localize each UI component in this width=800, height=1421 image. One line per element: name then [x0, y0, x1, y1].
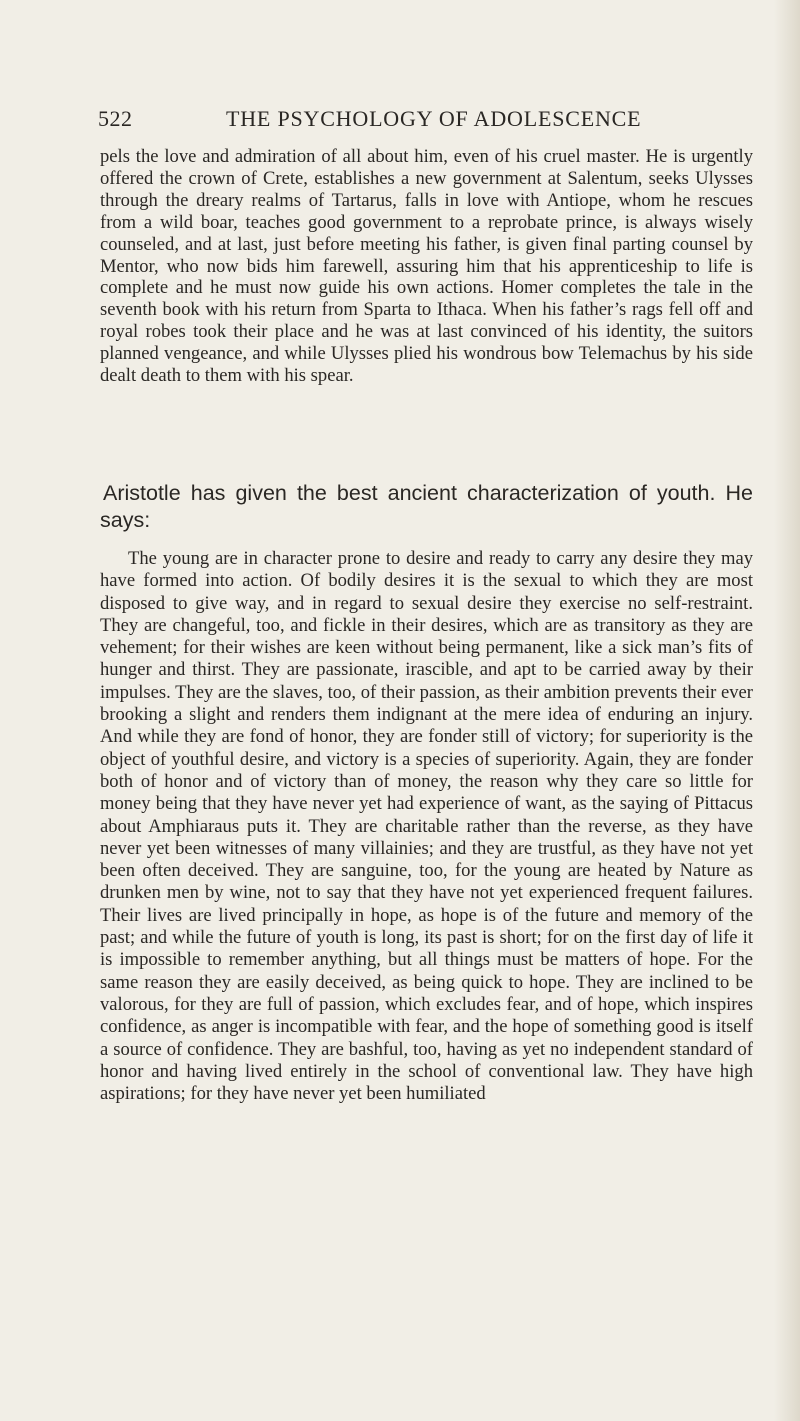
continuation-text: pels the love and admiration of all about him, even of his cruel master. He is urgently offered the crown of Crete, establishes a new government at Salentum, seeks Ulysses through the dreary realms of Tartarus, falls in love with Antiope, whom he rescues from a wild boar, teaches good government to a reprobate prince, is always wisely counseled, and at last, just before meeting his father, is given final parting counsel by Mentor, who now bids him farewell, assuring him that his apprenticeship to life is complete and he must now guide his own actions. Homer completes the tale in the seventh book with his return from Sparta to Ithaca. When his father’s rags fell off and royal robes took their place and he was at last convinced of his identity, the suitors planned vengeance, and while Ulysses plied his wondrous bow Telemachus by his side dealt death to them with his spear. — [100, 146, 753, 387]
intro-paragraph — [100, 480, 753, 534]
page-edge-shadow — [774, 0, 800, 1421]
running-head: THE PSYCHOLOGY OF ADOLESCENCE — [226, 106, 642, 131]
page-header — [98, 106, 658, 140]
intro-text: Aristotle has given the best ancient characterization of youth. He says: — [100, 481, 753, 532]
continuation-paragraph — [100, 146, 753, 387]
quote-paragraph — [100, 548, 753, 1105]
page-number: 522 — [98, 106, 133, 131]
quote-text: The young are in character prone to desire and ready to carry any desire they may have formed into action. Of bodily desires it is the sexual to which they are most disposed to give way, and in regard to sexual desire they exercise no self-restraint. They are changeful, too, and fickle in their desires, which are as transitory as they are vehement; for their wishes are keen without being permanent, like a sick man’s fits of hunger and thirst. They are passionate, irascible, and apt to be carried away by their impulses. They are the slaves, too, of their passion, as their ambition prevents their ever brooking a slight and renders them indignant at the mere idea of enduring an injury. And while they are fond of honor, they are fonder still of victory; for superiority is the object of youthful desire, and victory is a species of superiority. Again, they are fonder both of honor and of victory than of money, the reason why they care so little for money being that they have never yet had experience of want, as the saying of Pittacus about Amphiaraus puts it. They are charitable rather than the reverse, as they have never yet been witnesses of many villainies; and they are trustful, as they have not yet been often deceived. They are sanguine, too, for the young are heated by Nature as drunken men by wine, not to say that they have not yet experienced frequent failures. Their lives are lived principally in hope, as hope is of the future and memory of the past; and while the future of youth is long, its past is short; for on the first day of life it is impossible to remember anything, but all things must be matters of hope. For the same reason they are easily deceived, as being quick to hope. They are inclined to be valorous, for they are full of passion, which excludes fear, and of hope, which inspires confidence, as anger is incompatible with fear, and the hope of something good is itself a source of confidence. They are bashful, too, having as yet no independent standard of honor and having lived entirely in the school of conventional law. They have high aspirations; for they have never yet been humiliated — [100, 548, 753, 1105]
